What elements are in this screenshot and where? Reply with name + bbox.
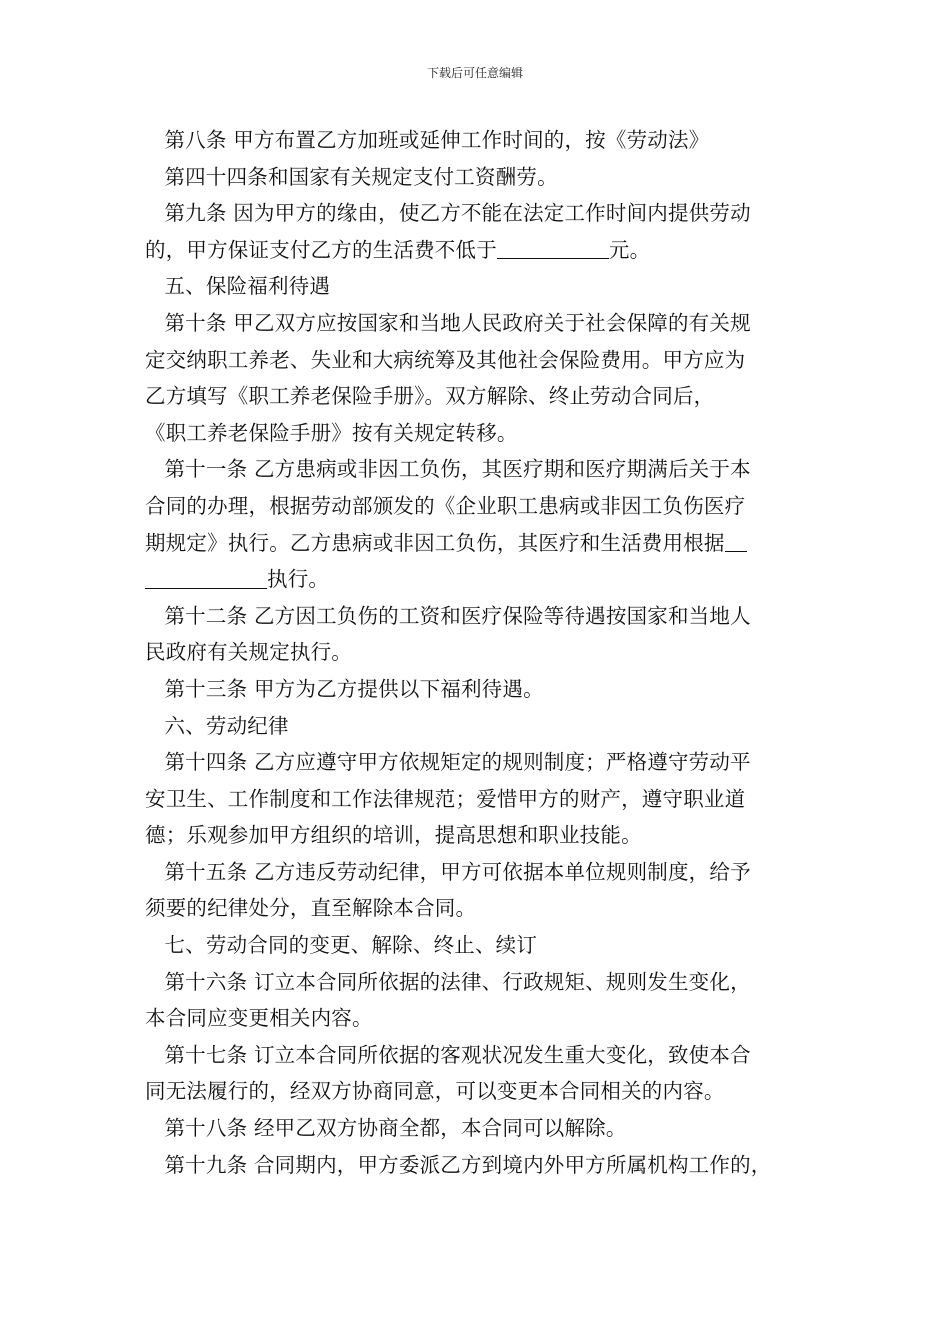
section-7 bbox=[145, 927, 825, 964]
article-16 bbox=[145, 964, 825, 1037]
article-12-line-1: 第十二条 乙方因工负伤的工资和医疗保险等待遇按国家和当地人 bbox=[164, 603, 751, 628]
section-5 bbox=[145, 268, 825, 305]
article-19-line-1: 第十九条 合同期内，甲方委派乙方到境内外甲方所属机构工作的， bbox=[164, 1152, 772, 1177]
article-18 bbox=[145, 1110, 825, 1147]
section-5-title: 五、保险福利待遇 bbox=[164, 274, 331, 299]
article-11-line-2: 合同的办理，根据劳动部颁发的《企业职工患病或非因工负伤医疗 bbox=[145, 493, 746, 518]
article-12-line-2: 民政府有关规定执行。 bbox=[145, 640, 352, 665]
section-7-title: 七、劳动合同的变更、解除、终止、续订 bbox=[164, 933, 538, 958]
article-17-line-1: 第十七条 订立本合同所依据的客观状况发生重大变化，致使本合 bbox=[164, 1042, 751, 1067]
section-6-title: 六、劳动纪律 bbox=[164, 713, 289, 738]
article-15-line-1: 第十五条 乙方违反劳动纪律，甲方可依据本单位规则制度，给予 bbox=[164, 859, 751, 884]
section-6 bbox=[145, 708, 825, 745]
living-allowance-blank bbox=[497, 237, 609, 260]
article-9-line-2-end: 元。 bbox=[608, 237, 651, 262]
article-14-line-3: 德；乐观参加甲方组织的培训，提高思想和职业技能。 bbox=[145, 823, 642, 848]
article-15-line-2: 须要的纪律处分，直至解除本合同。 bbox=[145, 896, 477, 921]
article-16-line-1: 第十六条 订立本合同所依据的法律、行政规矩、规则发生变化， bbox=[164, 969, 751, 994]
article-9-line-1: 第九条 因为甲方的缘由，使乙方不能在法定工作时间内提供劳动 bbox=[164, 201, 751, 226]
medical-basis-blank-end bbox=[145, 566, 267, 589]
document-body bbox=[145, 122, 825, 1183]
article-15 bbox=[145, 854, 825, 927]
article-9-line-2-text: 的，甲方保证支付乙方的生活费不低于 bbox=[145, 237, 497, 262]
article-19 bbox=[145, 1147, 825, 1184]
article-11-line-1: 第十一条 乙方患病或非因工负伤，其医疗期和医疗期满后关于本 bbox=[164, 457, 751, 482]
article-11-line-3-text: 期规定》执行。乙方患病或非因工负伤，其医疗和生活费用根据 bbox=[145, 530, 725, 555]
article-10 bbox=[145, 305, 825, 451]
article-17-line-2: 同无法履行的，经双方协商同意，可以变更本合同相关的内容。 bbox=[145, 1079, 725, 1104]
article-17 bbox=[145, 1037, 825, 1110]
article-16-line-2: 本合同应变更相关内容。 bbox=[145, 1006, 373, 1031]
article-12 bbox=[145, 598, 825, 671]
article-14-line-1: 第十四条 乙方应遵守甲方依规矩定的规则制度；严格遵守劳动平 bbox=[164, 750, 751, 775]
article-14-line-2: 安卫生、工作制度和工作法律规范；爱惜甲方的财产，遵守职业道 bbox=[145, 786, 746, 811]
article-13-line-1: 第十三条 甲方为乙方提供以下福利待遇。 bbox=[164, 676, 544, 701]
article-8 bbox=[145, 122, 825, 195]
article-18-line-1: 第十八条 经甲乙双方协商全都，本合同可以解除。 bbox=[164, 1116, 627, 1141]
article-8-line-2: 第四十四条和国家有关规定支付工资酬劳。 bbox=[164, 164, 558, 189]
article-10-line-1: 第十条 甲乙双方应按国家和当地人民政府关于社会保障的有关规 bbox=[164, 310, 751, 335]
article-9-line-2 bbox=[145, 232, 825, 269]
medical-basis-blank-start bbox=[725, 529, 747, 552]
article-8-line-1: 第八条 甲方布置乙方加班或延伸工作时间的，按《劳动法》 bbox=[164, 128, 710, 152]
article-10-line-4: 《职工养老保险手册》按有关规定转移。 bbox=[145, 420, 518, 445]
article-11-line-4 bbox=[145, 561, 825, 598]
article-10-line-2: 定交纳职工养老、失业和大病统筹及其他社会保险费用。甲方应为 bbox=[145, 347, 746, 372]
article-11-line-3 bbox=[145, 525, 825, 562]
article-10-line-3: 乙方填写《职工养老保险手册》。双方解除、终止劳动合同后， bbox=[145, 384, 715, 409]
article-9 bbox=[145, 195, 825, 268]
article-11 bbox=[145, 451, 825, 597]
page-header-note: 下载后可任意编辑 bbox=[426, 66, 523, 80]
article-13 bbox=[145, 671, 825, 708]
article-14 bbox=[145, 744, 825, 854]
article-11-line-4-text: 执行。 bbox=[267, 567, 330, 592]
